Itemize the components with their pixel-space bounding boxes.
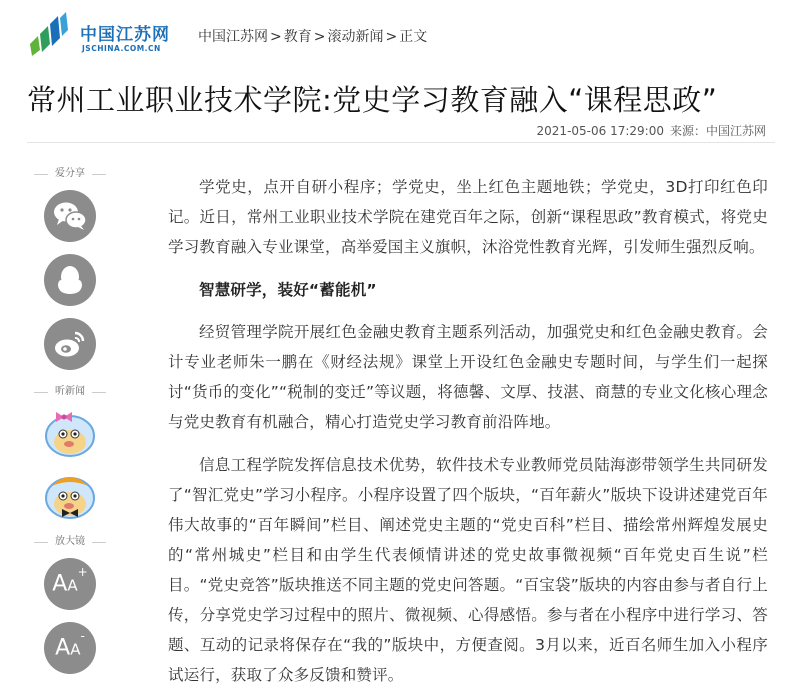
breadcrumb-separator: >	[313, 29, 326, 45]
zoom-in-button[interactable]	[44, 558, 96, 610]
wechat-icon	[53, 201, 87, 231]
zoom-out-letter: A	[55, 635, 71, 661]
article-subheading: 智慧研学，装好“蓄能机”	[199, 281, 377, 299]
breadcrumb-education[interactable]: 教育	[283, 29, 312, 45]
mascot-girl-icon	[42, 404, 98, 460]
listen-male-voice-button[interactable]	[42, 468, 98, 524]
zoom-label: 放大镜	[30, 534, 110, 550]
zoom-out-letter-small: A	[70, 640, 81, 659]
breadcrumb-home[interactable]: 中国江苏网	[198, 29, 268, 45]
mascot-boy-icon	[42, 468, 98, 524]
weibo-icon	[53, 329, 87, 359]
logo-name: 中国江苏网	[80, 25, 170, 45]
breadcrumb-separator: >	[270, 29, 282, 45]
qq-share-button[interactable]	[44, 254, 96, 306]
zoom-in-mark: +	[77, 565, 88, 580]
logo-domain: JSCHINA.COM.CN	[82, 44, 161, 53]
site-logo[interactable]	[28, 10, 178, 62]
zoom-out-icon	[55, 629, 85, 661]
article-body	[168, 172, 768, 700]
breadcrumb-rolling-news[interactable]: 滚动新闻	[327, 29, 384, 45]
share-sidebar	[30, 166, 110, 674]
article-date: 2021-05-06 17:29:00	[536, 124, 664, 138]
qq-icon	[56, 264, 84, 296]
title-divider	[27, 142, 775, 143]
zoom-in-icon	[52, 565, 88, 597]
zoom-out-button[interactable]	[44, 622, 96, 674]
listen-label: 听新闻	[30, 384, 110, 400]
article-title: 常州工业职业技术学院:党史学习教育融入“课程思政”	[27, 83, 718, 117]
article-meta	[537, 122, 766, 139]
site-header	[0, 0, 800, 70]
article-paragraph: 学党史，点开自研小程序；学党史，坐上红色主题地铁；学党史，3D打印红色印记。近日，常州工业职业技术学院在建党百年之际，创新“课程思政”教育模式，将党史学习教育融入专业课堂，高举爱国主义旗帜，沐浴党性教育光辉，引发师生强烈反响。	[168, 178, 768, 256]
breadcrumb-separator: >	[385, 29, 398, 45]
zoom-in-letter-small: A	[67, 576, 78, 595]
wechat-share-button[interactable]	[44, 190, 96, 242]
article-paragraph: 经贸管理学院开展红色金融史教育主题系列活动，加强党史和红色金融史教育。会计专业老师朱一鹏在《财经法规》课堂上开设红色金融史专题时间，与学生们一起探讨“货币的变化”“税制的变迁”等议题，将德馨、文厚、技湛、商慧的专业文化核心理念与党史教育有机融合，精心打造党史学习教育前沿阵地。	[168, 323, 768, 431]
logo-mark-icon	[28, 10, 76, 58]
zoom-out-mark: -	[80, 629, 85, 644]
breadcrumb-current: 正文	[399, 29, 428, 45]
share-label: 爱分享	[30, 166, 110, 182]
article-source: 来源：中国江苏网	[669, 124, 766, 138]
article-paragraph: 信息工程学院发挥信息技术优势，软件技术专业教师党员陆海澎带领学生共同研发了“智汇党史”学习小程序。小程序设置了四个版块，“百年薪火”版块下设讲述建党百年伟大故事的“百年瞬间”栏目、阐述党史主题的“党史百科”栏目、描绘常州辉煌发展史的“常州城史”栏目和由学生代表倾情讲述的党史故事微视频“百年党史百生说”栏目。“党史竞答”版块推送不同主题的党史问答题。“百宝袋”版块的内容由参与者自行上传，分享党史学习过程中的照片、微视频、心得感悟。参与者在小程序中进行学习、答题、互动的记录将保存在“我的”版块中，方便查阅。3月以来，近百名师生加入小程序试运行，获取了众多反馈和赞评。	[168, 456, 768, 684]
breadcrumb	[198, 26, 427, 46]
listen-female-voice-button[interactable]	[42, 404, 98, 460]
weibo-share-button[interactable]	[44, 318, 96, 370]
zoom-in-letter: A	[52, 571, 68, 597]
